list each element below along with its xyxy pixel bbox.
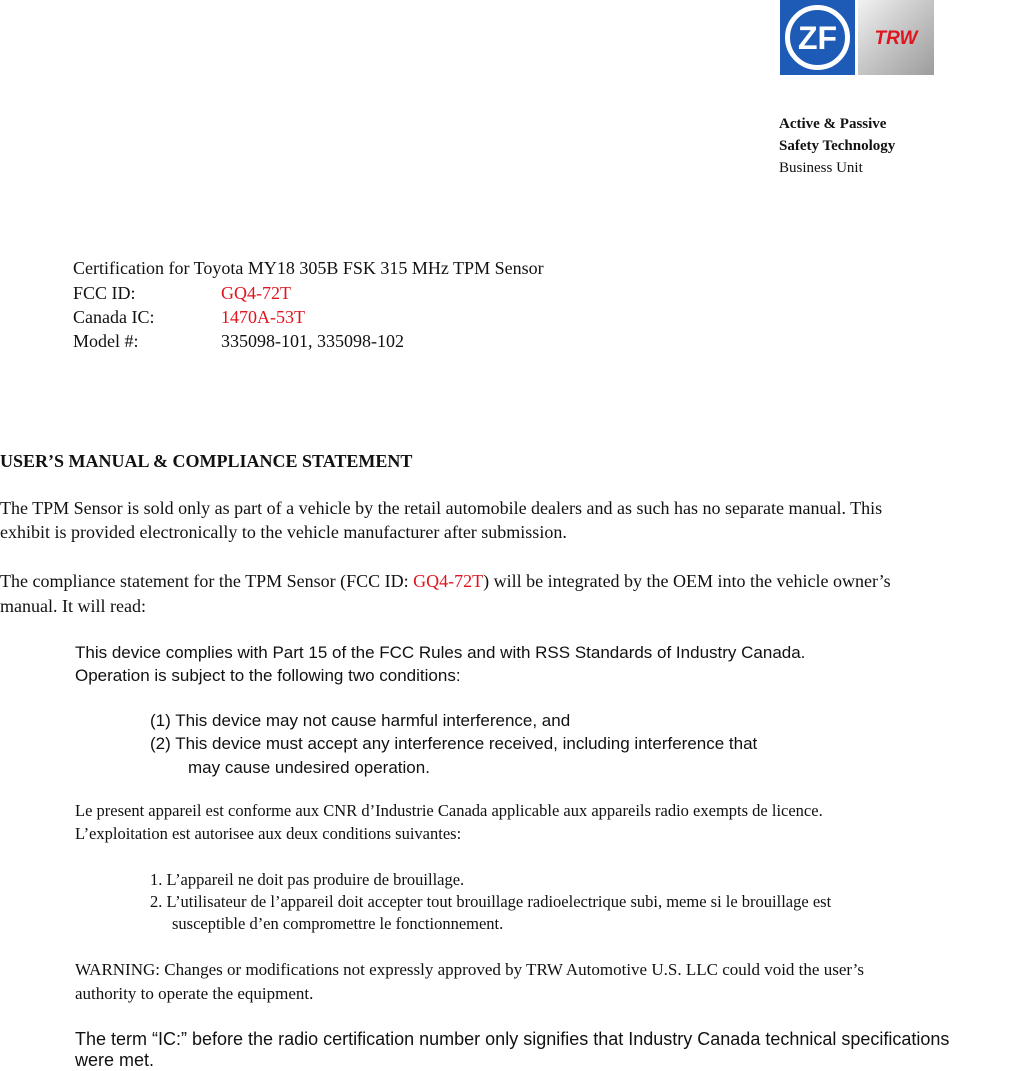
- compliance-text-pre: The compliance statement for the TPM Sensor (FCC ID:: [0, 571, 414, 591]
- intro-paragraph-line1: The TPM Sensor is sold only as part of a vehicle by the retail automobile dealers and as such has no separate manual. This: [0, 498, 883, 518]
- trw-logo-text: TRW: [874, 28, 918, 49]
- compliance-paragraph-line2: manual. It will read:: [0, 596, 146, 616]
- zf-trw-logo: [780, 0, 934, 75]
- fcc-id-label: FCC ID:: [73, 283, 136, 303]
- ic-note-line2: were met.: [75, 1050, 155, 1070]
- warning-line1: WARNING: Changes or modifications not expressly approved by TRW Automotive U.S. LLC could void the user’s: [75, 960, 864, 979]
- french-condition-2: 2. L’utilisateur de l’appareil doit accepter tout brouillage radioelectrique subi, meme si le brouillage est: [150, 892, 832, 911]
- english-statement-line2: Operation is subject to the following two conditions:: [75, 666, 461, 685]
- canada-ic-label: Canada IC:: [73, 307, 155, 327]
- model-value: 335098-101, 335098-102: [221, 331, 404, 351]
- compliance-fcc-id: GQ4-72T: [413, 571, 484, 591]
- zf-emblem-icon: [780, 0, 855, 75]
- french-condition-2-cont: susceptible d’en compromettre le fonctionnement.: [172, 914, 504, 933]
- english-condition-2-cont: may cause undesired operation.: [188, 758, 430, 777]
- business-unit-line1: Active & Passive: [779, 116, 887, 132]
- compliance-paragraph-line1: [0, 571, 891, 592]
- french-condition-1: 1. L’appareil ne doit pas produire de brouillage.: [150, 870, 465, 889]
- certification-title: Certification for Toyota MY18 305B FSK 315 MHz TPM Sensor: [73, 258, 544, 278]
- intro-paragraph-line2: exhibit is provided electronically to the vehicle manufacturer after submission.: [0, 522, 567, 542]
- trw-logo: [858, 0, 934, 75]
- fcc-id-value: GQ4-72T: [221, 283, 291, 303]
- french-statement-line1: Le present appareil est conforme aux CNR d’Industrie Canada applicable aux appareils radio exempts de licence.: [75, 801, 823, 820]
- zf-logo-text: ZF: [797, 20, 838, 56]
- model-label: Model #:: [73, 331, 139, 351]
- english-condition-1: (1) This device may not cause harmful interference, and: [150, 711, 571, 730]
- english-statement-line1: This device complies with Part 15 of the FCC Rules and with RSS Standards of Industry Canada.: [75, 643, 806, 662]
- zf-logo: [780, 0, 855, 75]
- ic-note-line1: The term “IC:” before the radio certification number only signifies that Industry Canada technical specifications: [75, 1029, 950, 1049]
- business-unit-line2: Safety Technology: [779, 138, 896, 154]
- page-title: USER’S MANUAL & COMPLIANCE STATEMENT: [0, 451, 413, 471]
- compliance-text-post: ) will be integrated by the OEM into the vehicle owner’s: [483, 571, 891, 591]
- business-unit-line3: Business Unit: [779, 160, 863, 176]
- canada-ic-value: 1470A-53T: [221, 307, 305, 327]
- english-condition-2: (2) This device must accept any interference received, including interference that: [150, 734, 758, 753]
- french-statement-line2: L’exploitation est autorisee aux deux conditions suivantes:: [75, 824, 462, 843]
- warning-line2: authority to operate the equipment.: [75, 984, 314, 1003]
- trw-emblem-icon: [858, 0, 934, 75]
